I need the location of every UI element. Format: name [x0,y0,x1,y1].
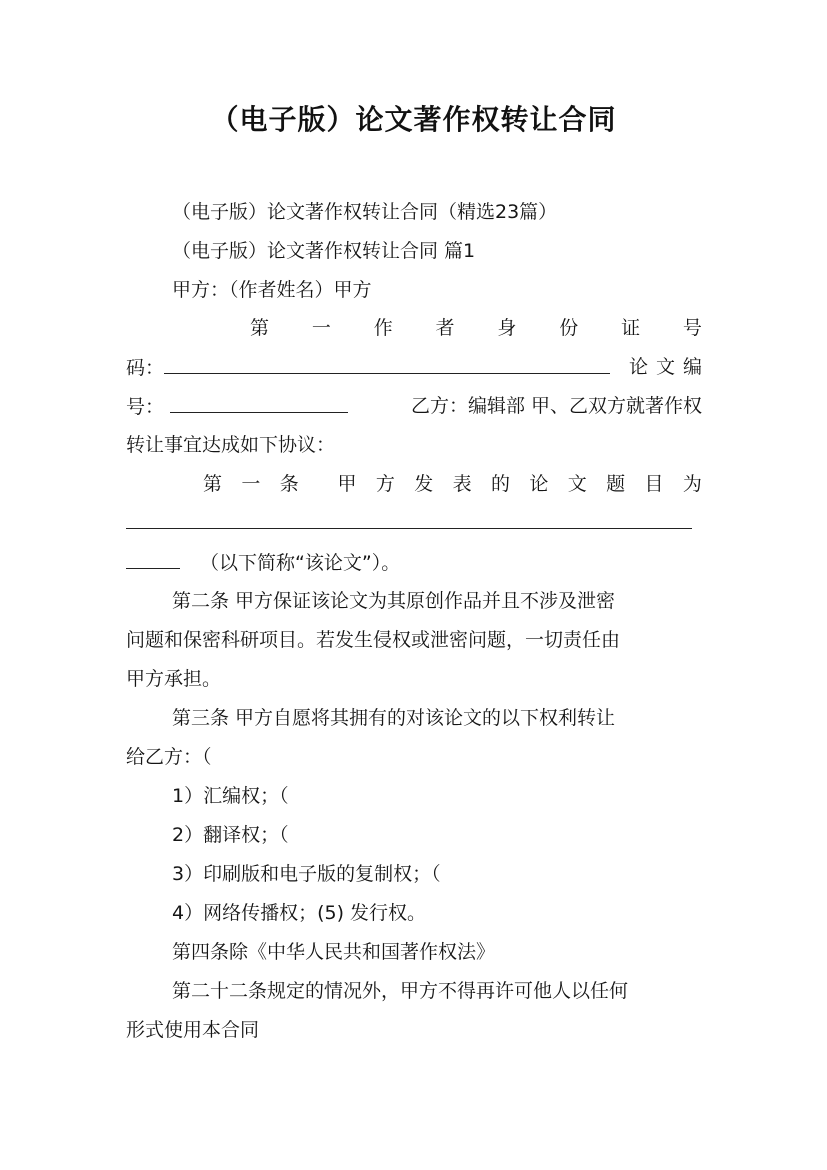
paper-number-blank[interactable] [170,392,348,413]
article1-char: 为 [682,473,702,495]
id-char: 份 [559,317,579,339]
title-blank-end[interactable] [126,548,180,569]
id-char: 号 [682,317,702,339]
article1-char: 条 [279,473,299,495]
number-label: 号： [126,396,165,418]
id-char: 身 [497,317,517,339]
article1-tail: （以下简称“该论文”）。 [200,552,401,574]
id-label: 码： [126,357,165,379]
document-subtitle: （电子版）论文著作权转让合同（精选23篇） [172,201,558,223]
part-heading: （电子版）论文著作权转让合同 篇1 [172,240,476,262]
id-number-line [250,314,702,342]
id-char: 第 [250,317,270,339]
article3-line2: 给乙方：（ [126,746,212,768]
article4-line1: 第四条除《中华人民共和国著作权法》 [172,941,496,963]
article1-char: 文 [567,473,587,495]
list-item: 3）印刷版和电子版的复制权；（ [172,863,441,885]
title-blank-rule[interactable] [126,528,692,529]
list-item: 2）翻译权；（ [172,824,289,846]
article2-line1: 第二条 甲方保证该论文为其原创作品并且不涉及泄密 [172,590,616,612]
article1-line [203,470,702,498]
article4-line2: 第二十二条规定的情况外，甲方不得再许可他人以任何 [172,980,629,1002]
article3-line1: 第三条 甲方自愿将其拥有的对该论文的以下权利转让 [172,707,616,729]
article1-char: 题 [606,473,626,495]
party-a-line: 甲方：（作者姓名）甲方 [172,279,372,301]
id-char: 作 [373,317,393,339]
id-char: 证 [621,317,641,339]
article2-line3: 甲方承担。 [126,668,222,690]
article1-char: 论 [529,473,549,495]
document-title: （电子版）论文著作权转让合同 [210,103,617,136]
article1-char: 的 [490,473,510,495]
list-item: 1）汇编权；（ [172,785,289,807]
article1-char: 表 [452,473,472,495]
id-number-blank[interactable] [164,353,610,374]
article1-char: 方 [375,473,395,495]
article1-char: 第 [203,473,223,495]
article1-char: 发 [414,473,434,495]
article4-line3: 形式使用本合同 [126,1019,260,1041]
article1-char: 目 [644,473,664,495]
article1-char: 一 [241,473,261,495]
article1-tail-line [126,548,702,577]
paper-number-label: 论文编 [628,356,710,378]
id-char: 一 [311,317,331,339]
article1-char: 甲 [337,473,357,495]
party-b-text: 乙方：编辑部 甲、乙双方就著作权 [410,395,702,417]
id-number-field-line [126,353,710,382]
id-char: 者 [435,317,455,339]
list-item: 4）网络传播权；(5) 发行权。 [172,902,427,924]
paper-number-line [126,392,702,421]
article2-line2: 问题和保密科研项目。若发生侵权或泄密问题，一切责任由 [126,629,621,651]
agreement-intro: 转让事宜达成如下协议： [126,434,336,456]
